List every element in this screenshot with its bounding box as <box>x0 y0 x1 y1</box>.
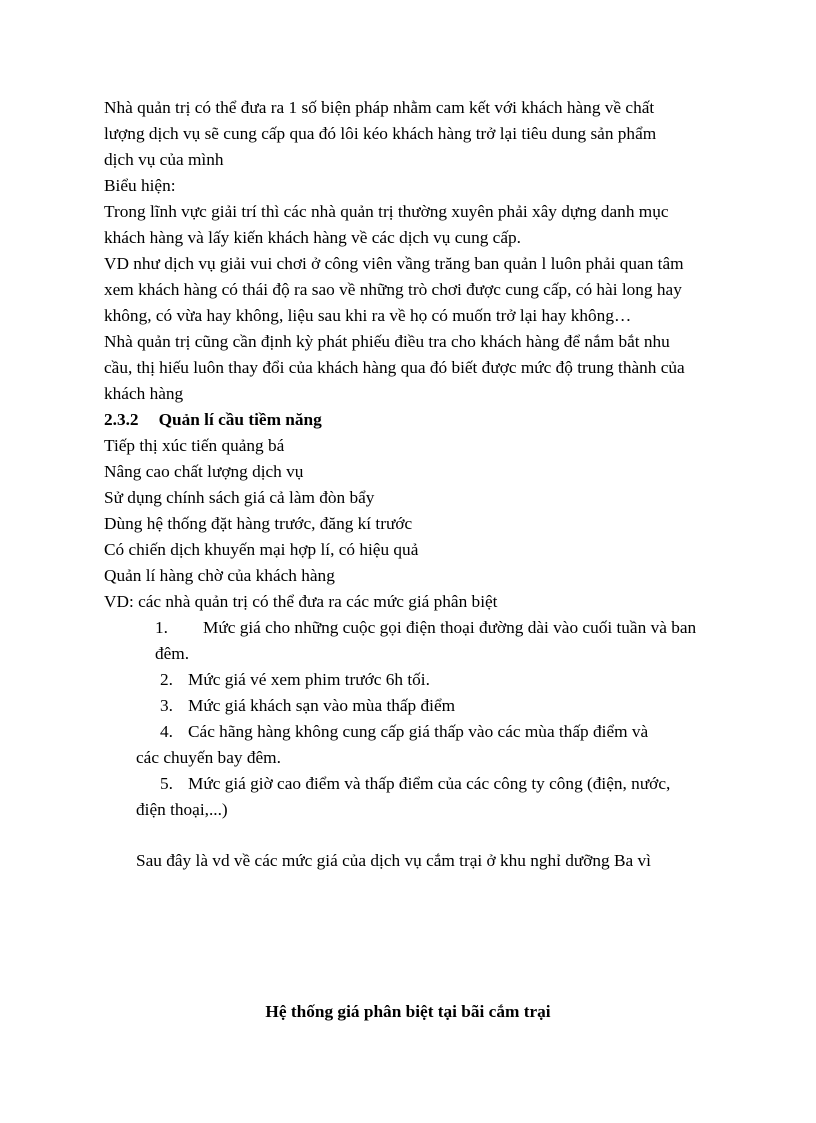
list-number: 1. <box>155 618 168 637</box>
measure-item: Nâng cao chất lượng dịch vụ <box>104 462 304 481</box>
manifest-p3-line-1: Nhà quản trị cũng cần định kỳ phát phiếu điều tra cho khách hàng để nắm bắt nhu <box>104 332 670 351</box>
example-paragraph: Sau đây là vd về các mức giá của dịch vụ cắm trại ở khu nghỉ dưỡng Ba vì <box>136 851 651 870</box>
measure-item: Sử dụng chính sách giá cả làm đòn bẩy <box>104 488 375 507</box>
list-item-text: Mức giá giờ cao điểm và thấp điểm của các công ty công (điện, nước, <box>188 774 671 793</box>
section-number: 2.3.2 <box>104 410 139 429</box>
measure-item: Quản lí hàng chờ của khách hàng <box>104 566 335 585</box>
list-item-text: Mức giá cho những cuộc gọi điện thoại đường dài vào cuối tuần và ban <box>203 618 697 637</box>
section-title: Quản lí cầu tiềm năng <box>158 410 322 429</box>
manifest-p2-line-1: VD như dịch vụ giải vui chơi ở công viên vầng trăng ban quản l luôn phải quan tâm <box>104 254 684 273</box>
list-item-text: Mức giá khách sạn vào mùa thấp điểm <box>188 696 456 715</box>
list-item-text: đêm. <box>155 644 190 663</box>
list-number: 3. <box>160 696 173 715</box>
manifest-p1-line-1: Trong lĩnh vực giải trí thì các nhà quản trị thường xuyên phải xây dựng danh mục <box>104 202 669 221</box>
section-heading <box>104 407 322 433</box>
intro-line-2: lượng dịch vụ sẽ cung cấp qua đó lôi kéo khách hàng trở lại tiêu dung sản phẩm <box>104 124 657 143</box>
intro-line-1: Nhà quản trị có thể đưa ra 1 số biện pháp nhằm cam kết với khách hàng về chất <box>104 98 655 117</box>
manifest-p1-line-2: khách hàng và lấy kiến khách hàng về các dịch vụ cung cấp. <box>104 228 521 247</box>
example-intro-line: VD: các nhà quản trị có thể đưa ra các mức giá phân biệt <box>104 592 498 611</box>
intro-line-3: dịch vụ của mình <box>104 150 224 169</box>
manifest-p3-line-3: khách hàng <box>104 384 184 403</box>
measure-item: Dùng hệ thống đặt hàng trước, đăng kí trước <box>104 514 413 533</box>
manifest-p2-line-2: xem khách hàng có thái độ ra sao về những trò chơi được cung cấp, có hài long hay <box>104 280 682 299</box>
list-number: 4. <box>160 722 173 741</box>
list-item-text: Mức giá vé xem phim trước 6h tối. <box>188 670 430 689</box>
manifest-p3-line-2: cầu, thị hiếu luôn thay đổi của khách hàng qua đó biết được mức độ trung thành của <box>104 358 685 377</box>
manifest-p2-line-3: không, có vừa hay không, liệu sau khi ra về họ có muốn trở lại hay không… <box>104 306 632 325</box>
measure-item: Tiếp thị xúc tiến quảng bá <box>104 436 285 455</box>
list-number: 2. <box>160 670 173 689</box>
list-item-text: các chuyến bay đêm. <box>136 748 281 767</box>
table-heading: Hệ thống giá phân biệt tại bãi cắm trại <box>265 1002 551 1021</box>
measure-item: Có chiến dịch khuyến mại hợp lí, có hiệu quả <box>104 540 419 559</box>
list-item-text: Các hãng hàng không cung cấp giá thấp vào các mùa thấp điểm và <box>188 722 649 741</box>
list-item-text: điện thoại,...) <box>136 800 228 819</box>
list-number: 5. <box>160 774 173 793</box>
manifest-label: Biểu hiện: <box>104 176 176 195</box>
